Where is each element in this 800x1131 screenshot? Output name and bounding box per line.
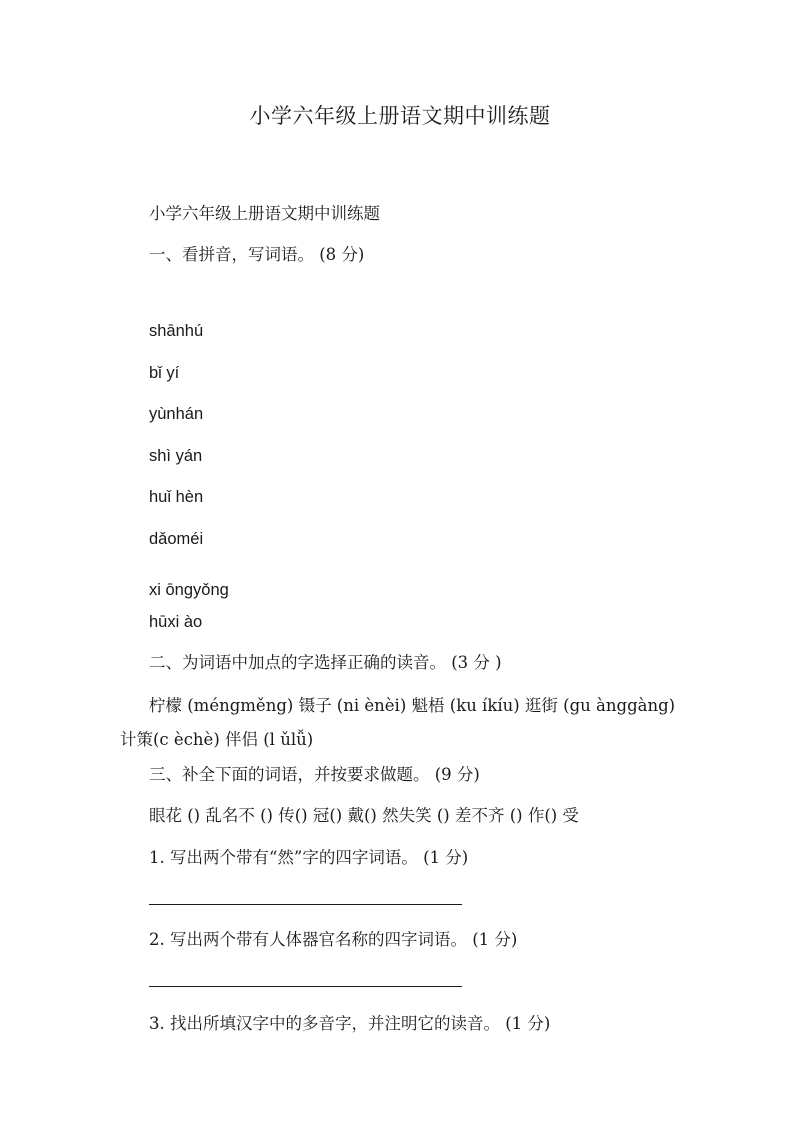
pinyin-item: hūxi ào — [149, 613, 203, 631]
question-1: 1. 写出两个带有“然”字的四字词语。 (1 分) — [149, 848, 469, 867]
page-title: 小学六年级上册语文期中训练题 — [249, 104, 551, 128]
section-3-words: 眼花 () 乱名不 () 传() 冠() 戴() 然失笑 () 差不齐 () 作() 受 — [149, 806, 579, 825]
pinyin-item: shì yán — [149, 447, 203, 465]
section-2-heading: 二、为词语中加点的字选择正确的读音。 (3 分 ) — [149, 653, 502, 672]
section-2-body — [120, 689, 680, 757]
pinyin-item: huǐ hèn — [149, 488, 204, 506]
pinyin-item: shānhú — [149, 322, 204, 340]
pinyin-item: yùnhán — [149, 405, 204, 423]
question-3: 3. 找出所填汉字中的多音字，并注明它的读音。 (1 分) — [149, 1014, 551, 1033]
pinyin-item: dǎoméi — [149, 530, 204, 548]
document-subtitle: 小学六年级上册语文期中训练题 — [149, 204, 380, 223]
answer-line-1[interactable] — [149, 904, 462, 905]
question-2: 2. 写出两个带有人体器官名称的四字词语。 (1 分) — [149, 930, 518, 949]
pinyin-item: bǐ yí — [149, 364, 180, 382]
pinyin-item: xi ōngyǒng — [149, 581, 229, 599]
section-1-heading: 一、看拼音，写词语。 (8 分) — [149, 245, 365, 264]
answer-line-2[interactable] — [149, 986, 462, 987]
section-3-heading: 三、补全下面的词语，并按要求做题。 (9 分) — [149, 765, 480, 784]
section-2-body-text: 柠檬 (méngměng) 镊子 (ni ènèi) 魁梧 (ku íkíu) 逛街 (gu ànggàng) 计策(c èchè) 伴侣 (l ǔlǚ) — [120, 696, 676, 749]
